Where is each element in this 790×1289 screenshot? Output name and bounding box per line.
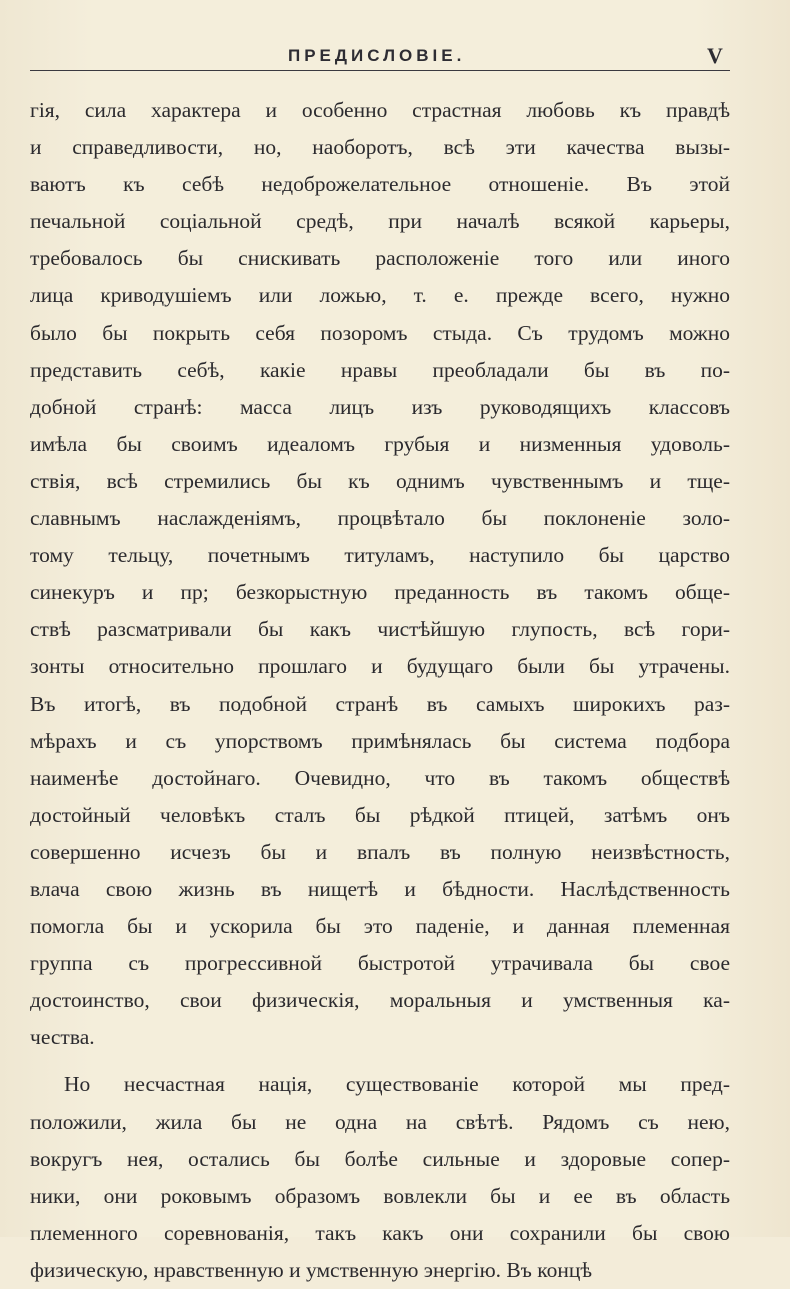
text-line: зонты относительно прошлаго и будущаго были бы утрачены.: [30, 654, 730, 679]
text-line: физическую, нравственную и умственную энергію. Въ концѣ: [30, 1257, 593, 1282]
text-line: достойный человѣкъ сталъ бы рѣдкой птицей, затѣмъ онъ: [30, 802, 730, 827]
text-line: наименѣе достойнаго. Очевидно, что въ такомъ обществѣ: [30, 765, 730, 790]
text-line: Въ итогѣ, въ подобной странѣ въ самыхъ широкихъ раз-: [30, 691, 730, 716]
text-line: ваютъ къ себѣ недоброжелательное отношеніе. Въ этой: [30, 172, 730, 197]
paragraph-gap: [30, 1056, 730, 1066]
text-line: мѣрахъ и съ упорствомъ примѣнялась бы система подбора: [30, 728, 730, 753]
text-line: племенного соревнованія, такъ какъ они сохранили бы свою: [30, 1220, 730, 1245]
text-line: достоинство, свои физическія, моральныя и умственныя ка-: [30, 988, 730, 1013]
text-line: влача свою жизнь въ нищетѣ и бѣдности. Наслѣдственность: [30, 876, 730, 901]
text-line: помогла бы и ускорила бы это паденіе, и данная племенная: [30, 914, 730, 939]
text-line: тому тельцу, почетнымъ титуламъ, наступило бы царство: [30, 543, 730, 568]
text-line: и справедливости, но, наоборотъ, всѣ эти качества вызы-: [30, 135, 730, 160]
page-number: V: [707, 43, 723, 68]
paragraph: [30, 1066, 730, 1289]
text-line: ники, они роковымъ образомъ вовлекли бы и ее въ область: [30, 1183, 730, 1208]
text-line: совершенно исчезъ бы и впалъ въ полную неизвѣстность,: [30, 839, 730, 864]
text-line: ствія, всѣ стремились бы къ однимъ чувственнымъ и тще-: [30, 468, 730, 493]
text-line: лица криводушіемъ или ложью, т. е. прежде всего, нужно: [30, 283, 730, 308]
text-line: добной странѣ: масса лицъ изъ руководящихъ классовъ: [30, 394, 730, 419]
text-line: синекуръ и пр; безкорыстную преданность въ такомъ обще-: [30, 580, 730, 605]
body-text: [30, 92, 730, 1289]
text-line: чества.: [30, 1025, 95, 1050]
text-line: требовалось бы снискивать расположеніе того или иного: [30, 246, 730, 271]
text-line: гія, сила характера и особенно страстная любовь къ правдѣ: [30, 98, 730, 122]
text-line: ствѣ разсматривали бы какъ чистѣйшую глупость, всѣ гори-: [30, 617, 730, 642]
running-title: ПРЕДИСЛОВІЕ.: [288, 46, 466, 65]
text-line: имѣла бы своимъ идеаломъ грубыя и низменныя удоволь-: [30, 431, 730, 456]
header-rule: [30, 70, 730, 71]
text-line: положили, жила бы не одна на свѣтѣ. Рядомъ съ нею,: [30, 1109, 730, 1134]
text-line: вокругъ нея, остались бы болѣе сильные и здоровые сопер-: [30, 1146, 730, 1171]
running-header: [30, 40, 730, 72]
text-line: представить себѣ, какіе нравы преобладали бы въ по-: [30, 357, 730, 382]
text-line: было бы покрыть себя позоромъ стыда. Съ трудомъ можно: [30, 320, 730, 345]
text-line: Но несчастная нація, существованіе которой мы пред-: [64, 1072, 730, 1097]
paragraph: [30, 92, 730, 1056]
text-line: печальной соціальной средѣ, при началѣ всякой карьеры,: [30, 209, 730, 234]
text-line: славнымъ наслажденіямъ, процвѣтало бы поклоненіе золо-: [30, 506, 730, 531]
text-line: группа съ прогрессивной быстротой утрачивала бы свое: [30, 951, 730, 976]
